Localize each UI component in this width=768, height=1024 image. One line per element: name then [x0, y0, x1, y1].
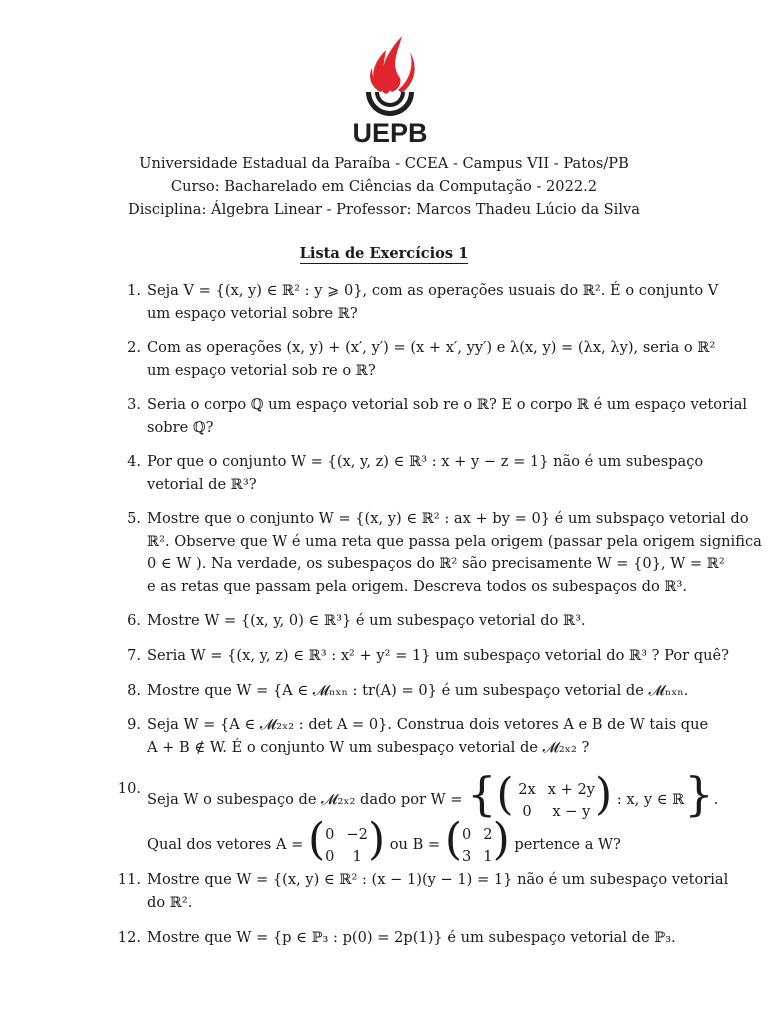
page-title: Lista de Exercícios 1	[299, 245, 469, 262]
set-matrix: 2x x + 2y 0 x − y	[518, 780, 595, 820]
exercise-10: 10. Seja W o subespaço de 𝓜₂ₓ₂ dado por W = {( 2x x + 2y 0 x − y ) : x, y ∈ ℝ}. Qual dos vetores A = ( 0 −2 0 1 ) ou B = ( 0 2 3 1 ) pertence a W?	[117, 767, 719, 865]
course-line: Curso: Bacharelado em Ciências da Computação - 2022.2	[170, 178, 598, 195]
logo-text: UEPB	[352, 118, 428, 148]
uepb-logo	[340, 30, 440, 150]
matrix-b: 0 2 3 1	[461, 825, 493, 865]
institution-line: Universidade Estadual da Paraíba - CCEA - Campus VII - Patos/PB	[139, 155, 629, 172]
set-close-brace: }	[684, 767, 714, 821]
matrix-a: 0 −2 0 1	[325, 825, 368, 865]
flame-icon	[370, 36, 415, 94]
discipline-line: Disciplina: Álgebra Linear - Professor: Marcos Thadeu Lúcio da Silva	[128, 201, 640, 218]
set-open-brace: {	[467, 767, 497, 821]
